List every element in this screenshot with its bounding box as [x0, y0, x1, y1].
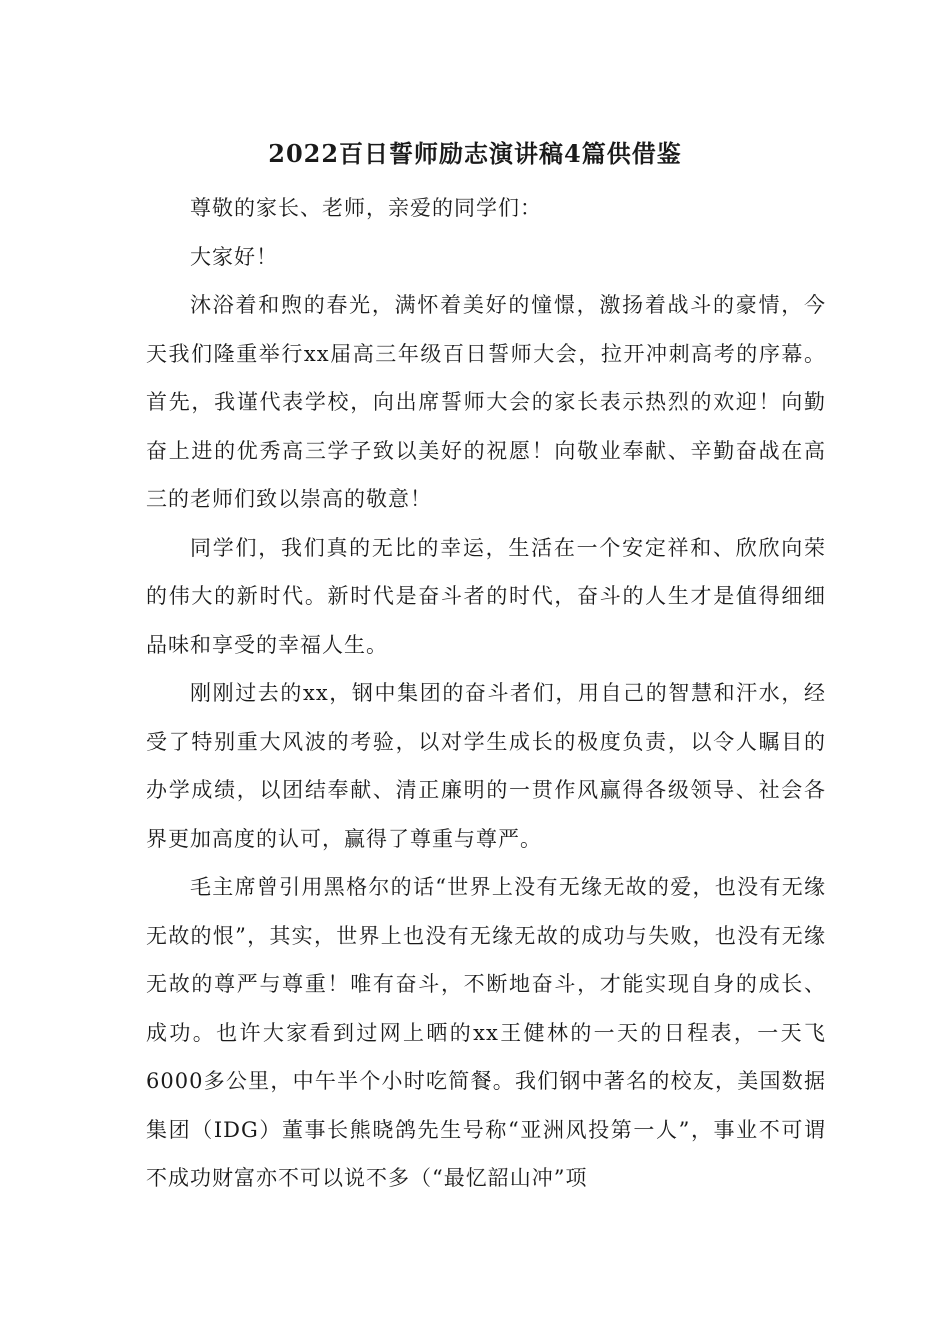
- paragraph: 同学们，我们真的无比的幸运，生活在一个安定祥和、欣欣向荣的伟大的新时代。新时代是奋斗者的时代，奋斗的人生才是值得细细品味和享受的幸福人生。: [146, 535, 826, 657]
- paragraph-greeting: 大家好！: [190, 244, 278, 269]
- paragraph: 刚刚过去的xx，钢中集团的奋斗者们，用自己的智慧和汗水，经受了特别重大风波的考验，以对学生成长的极度负责，以令人瞩目的办学成绩，以团结奉献、清正廉明的一贯作风赢得各级领导、社会各界更加高度的认可，赢得了尊重与尊严。: [146, 681, 826, 851]
- paragraph: 毛主席曾引用黑格尔的话“世界上没有无缘无故的爱，也没有无缘无故的恨”，其实，世界上也没有无缘无故的成功与失败，也没有无缘无故的尊严与尊重！唯有奋斗，不断地奋斗，才能实现自身的成长、成功。也许大家看到过网上晒的xx王健林的一天的日程表，一天飞6000多公里，中午半个小时吃简餐。我们钢中著名的校友，美国数据集团（IDG）董事长熊晓鸽先生号称“亚洲风投第一人”，事业不可谓不成功财富亦不可以说不多（“最忆韶山冲”项: [146, 875, 826, 1190]
- document-body: [146, 184, 826, 1203]
- document-title: 2022百日誓师励志演讲稿4篇供借鉴: [268, 139, 682, 168]
- paragraph: 沐浴着和煦的春光，满怀着美好的憧憬，激扬着战斗的豪情，今天我们隆重举行xx届高三年级百日誓师大会，拉开冲刺高考的序幕。首先，我谨代表学校，向出席誓师大会的家长表示热烈的欢迎！向勤奋上进的优秀高三学子致以美好的祝愿！向敬业奉献、辛勤奋战在高三的老师们致以崇高的敬意！: [146, 293, 826, 511]
- paragraph-salutation: 尊敬的家长、老师，亲爱的同学们：: [190, 196, 542, 220]
